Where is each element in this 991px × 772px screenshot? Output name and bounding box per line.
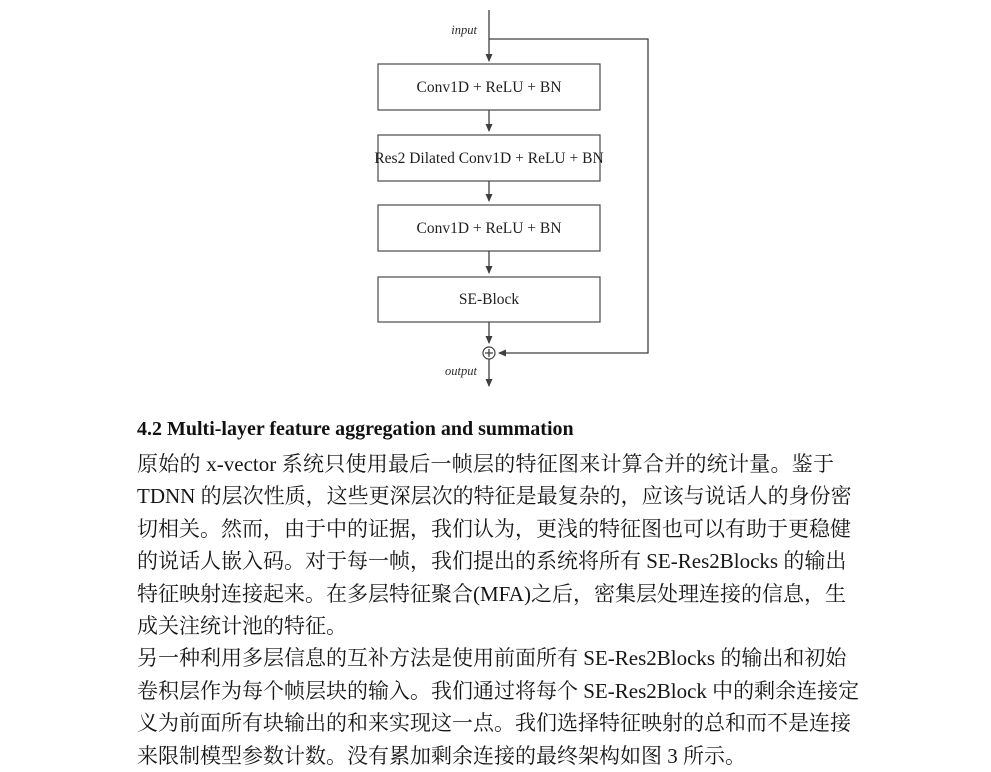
flow-box-conv1d-top: [378, 64, 600, 110]
section-heading: 4.2 Multi-layer feature aggregation and summation: [137, 418, 574, 440]
text-line: 来限制模型参数计数。没有累加剩余连接的最终架构如图 3 所示。: [137, 743, 746, 768]
text-line: 义为前面所有块输出的和来实现这一点。我们选择特征映射的总和而不是连接: [137, 711, 851, 736]
text-line: 特征映射连接起来。在多层特征聚合(MFA)之后，密集层处理连接的信息，生: [137, 581, 846, 606]
text-line: TDNN 的层次性质，这些更深层次的特征是最复杂的，应该与说话人的身份密: [137, 484, 852, 509]
flow-box-res2-dilated-conv1d: [374, 135, 603, 181]
flow-box-conv1d-bottom-label: Conv1D + ReLU + BN: [416, 220, 562, 237]
paragraph-2: [137, 642, 860, 772]
text-line: 另一种利用多层信息的互补方法是使用前面所有 SE-Res2Blocks 的输出和初始: [137, 646, 847, 671]
flow-box-res2-dilated-label: Res2 Dilated Conv1D + ReLU + BN: [374, 150, 604, 167]
text-line: 的说话人嵌入码。对于每一帧，我们提出的系统将所有 SE-Res2Blocks 的输出: [137, 549, 847, 574]
paragraph-1: [137, 448, 852, 642]
text-line: 原始的 x-vector 系统只使用最后一帧层的特征图来计算合并的统计量。鉴于: [137, 452, 834, 476]
text-line: 卷积层作为每个帧层块的输入。我们通过将每个 SE-Res2Block 中的剩余连接定: [137, 678, 860, 703]
text-line: 切相关。然而，由于中的证据，我们认为，更浅的特征图也可以有助于更稳健: [137, 516, 851, 541]
text-line: 成关注统计池的特征。: [137, 614, 347, 639]
flow-box-conv1d-top-label: Conv1D + ReLU + BN: [416, 79, 562, 96]
sum-node-icon: [483, 347, 495, 359]
figure-input-label: input: [451, 23, 477, 37]
flow-box-conv1d-bottom: [378, 205, 600, 251]
flow-box-se-block: [378, 277, 600, 322]
figure-output-label: output: [445, 364, 477, 378]
flow-box-se-block-label: SE-Block: [458, 291, 520, 308]
section-text-block: [137, 416, 860, 772]
